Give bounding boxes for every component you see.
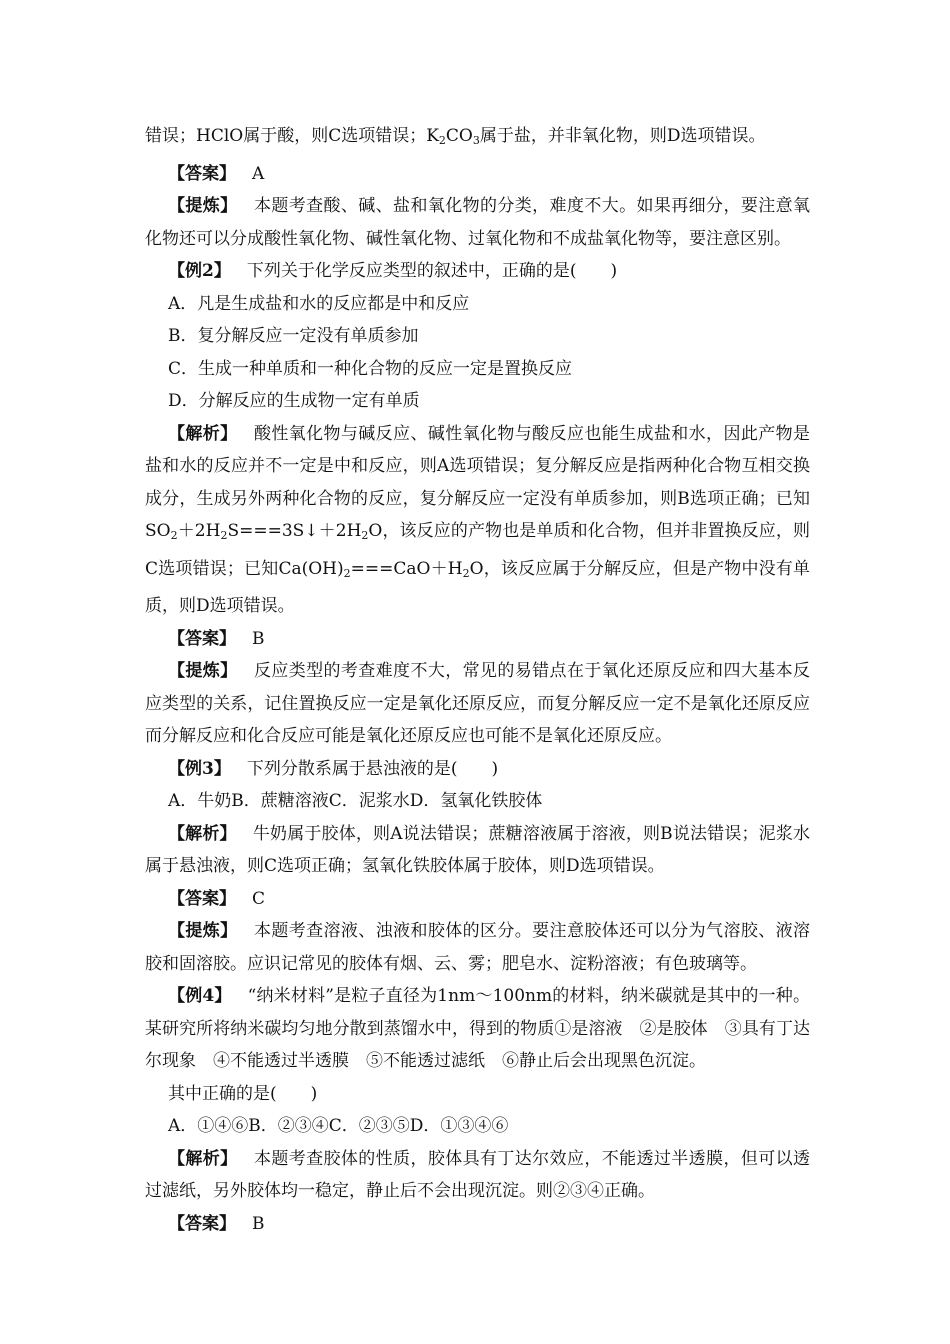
paragraph-text: 错误；HClO属于酸，则C选项错误；$K_2CO_3$属于盐，并非氧化物，则D选项错误。	[145, 126, 766, 147]
paragraph-4	[145, 288, 810, 321]
paragraph-text: 其中正确的是( )	[168, 1083, 318, 1104]
section-label: 【例2】	[168, 261, 231, 281]
paragraph-18	[145, 1110, 810, 1143]
paragraph-2	[145, 190, 810, 255]
paragraph-text: 下列关于化学反应类型的叙述中，正确的是( )	[246, 261, 618, 281]
section-label: 【例4】	[168, 986, 232, 1006]
paragraph-text: 下列分散系属于悬浊液的是( )	[246, 758, 499, 779]
paragraph-text: A．①④⑥B．②③④C．②③⑤D．①③④⑥	[168, 1116, 509, 1136]
paragraph-text: A．凡是生成盐和水的反应都是中和反应	[168, 293, 470, 314]
section-label: 【解析】	[168, 823, 237, 844]
paragraph-text: 反应类型的考查难度不大，常见的易错点在于氧化还原反应和四大基本反应类型的关系，记住置换反应一定是氧化还原反应，而复分解反应一定不是氧化还原反应而分解反应和化合反应可能是氧化还原反应也可能不是氧化还原反应。	[145, 661, 811, 746]
document-body	[145, 120, 810, 1240]
paragraph-text: 本题考查溶液、浊液和胶体的区分。要注意胶体还可以分为气溶胶、液溶胶和固溶胶。应识记常见的胶体有烟、云、雾；肥皂水、淀粉溶液；有色玻璃等。	[145, 921, 811, 974]
paragraph-15	[145, 915, 810, 980]
paragraph-text: 牛奶属于胶体，则A说法错误；蔗糖溶液属于溶液，则B说法错误；泥浆水属于悬浊液，则C选项正确；氢氧化铁胶体属于胶体，则D选项错误。	[145, 823, 811, 876]
paragraph-7	[145, 385, 810, 418]
paragraph-text: 本题考查酸、碱、盐和氧化物的分类，难度不大。如果再细分，要注意氧化物还可以分成酸性氧化物、碱性氧化物、过氧化物和不成盐氧化物等，要注意区别。	[145, 196, 811, 249]
paragraph-13	[145, 818, 810, 883]
paragraph-text: “纳米材料”是粒子直径为1nm～100nm的材料，纳米碳就是其中的一种。某研究所将纳米碳均匀地分散到蒸馏水中，得到的物质①是溶液 ②是胶体 ③具有丁达尔现象 ④不能透过半透膜 ⑤不能透过滤纸 ⑥静止后会出现黑色沉淀。	[145, 986, 810, 1071]
paragraph-10	[145, 655, 810, 753]
paragraph-14	[145, 883, 810, 916]
paragraph-8	[145, 418, 810, 623]
section-label: 【提炼】	[168, 921, 238, 941]
section-label: 【答案】	[168, 1213, 236, 1234]
paragraph-text: B．复分解反应一定没有单质参加	[168, 326, 419, 346]
paragraph-text: 本题考查胶体的性质，胶体具有丁达尔效应，不能透过半透膜，但可以透过滤纸，另外胶体均一稳定，静止后不会出现沉淀。则②③④正确。	[145, 1148, 811, 1201]
paragraph-text: B	[252, 1213, 265, 1234]
paragraph-19	[145, 1143, 810, 1208]
section-label: 【答案】	[168, 888, 236, 909]
paragraph-17	[145, 1078, 810, 1111]
paragraph-6	[145, 353, 810, 386]
section-label: 【答案】	[168, 163, 236, 184]
section-label: 【例3】	[168, 758, 231, 779]
section-label: 【答案】	[168, 628, 236, 649]
section-label: 【提炼】	[168, 196, 238, 216]
paragraph-16	[145, 980, 810, 1078]
section-label: 【解析】	[168, 1148, 238, 1169]
paragraph-3	[145, 255, 810, 288]
paragraph-text: A	[252, 163, 265, 184]
paragraph-5	[145, 320, 810, 353]
paragraph-1	[145, 158, 810, 191]
paragraph-text: 酸性氧化物与碱反应、碱性氧化物与酸反应也能生成盐和水，因此产物是盐和水的反应并不一定是中和反应，则A选项错误；复分解反应是指两种化合物互相交换成分，生成另外两种化合物的反应，复分解反应一定没有单质参加，则B选项正确；已知$SO_2+2H_2S===3S↓+2H_2O$，该反应的产物也是单质和化合物，但并非置换反应，则C选项错误；已知$Ca(OH)_2===CaO+H_2O$，该反应属于分解反应，但是产物中没有单质，则D选项错误。	[145, 423, 811, 616]
paragraph-text: A．牛奶B．蔗糖溶液C．泥浆水D．氢氧化铁胶体	[168, 791, 543, 811]
paragraph-text: C	[252, 888, 266, 909]
paragraph-12	[145, 785, 810, 818]
paragraph-20	[145, 1208, 810, 1241]
section-label: 【解析】	[168, 423, 238, 444]
paragraph-text: C．生成一种单质和一种化合物的反应一定是置换反应	[168, 358, 573, 379]
paragraph-11	[145, 753, 810, 786]
paragraph-text: B	[252, 628, 265, 649]
section-label: 【提炼】	[168, 661, 238, 681]
paragraph-9	[145, 623, 810, 656]
paragraph-0	[145, 120, 810, 158]
paragraph-text: D．分解反应的生成物一定有单质	[168, 391, 420, 411]
